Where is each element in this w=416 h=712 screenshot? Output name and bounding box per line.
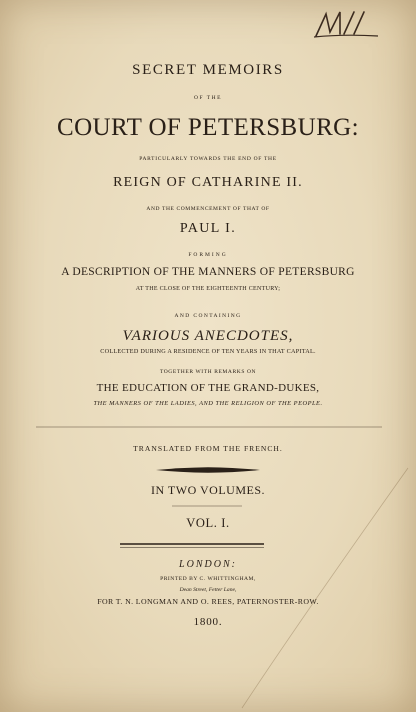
title-line-forming: FORMING xyxy=(188,252,228,258)
handwritten-signature xyxy=(310,6,380,44)
imprint-year: 1800. xyxy=(193,616,223,628)
title-line-court: COURT OF PETERSBURG: xyxy=(57,114,359,141)
imprint-city: LONDON: xyxy=(179,559,237,570)
imprint-publisher: FOR T. N. LONGMAN AND O. REES, PATERNOSTER-ROW. xyxy=(97,597,319,606)
title-line-commencement: AND THE COMMENCEMENT OF THAT OF xyxy=(146,206,270,212)
title-line-remarks: TOGETHER WITH REMARKS ON xyxy=(159,369,257,375)
title-line-paul: PAUL I. xyxy=(179,221,237,236)
title-line-and-containing: AND CONTAINING xyxy=(174,313,242,319)
title-line-grand-dukes: THE EDUCATION OF THE GRAND-DUKES, xyxy=(96,382,320,394)
title-line-close-of-century: AT THE CLOSE OF THE EIGHTEENTH CENTURY; xyxy=(135,286,281,292)
translation-note: TRANSLATED FROM THE FRENCH. xyxy=(133,444,283,453)
title-line-particularly: PARTICULARLY TOWARDS THE END OF THE xyxy=(139,156,277,162)
imprint-printer: PRINTED BY C. WHITTINGHAM, xyxy=(160,576,256,582)
title-line-secret-memoirs: SECRET MEMOIRS xyxy=(132,62,284,78)
imprint-printer-address: Dean Street, Fetter Lane, xyxy=(179,587,237,593)
double-rule xyxy=(0,542,416,550)
volume-number: VOL. I. xyxy=(186,516,230,530)
volumes-count: IN TWO VOLUMES. xyxy=(150,483,266,497)
title-line-anecdotes: VARIOUS ANECDOTES, xyxy=(122,328,294,344)
title-line-reign: REIGN OF CATHARINE II. xyxy=(113,175,303,190)
title-line-manners: THE MANNERS OF THE LADIES, AND THE RELIGION OF THE PEOPLE. xyxy=(93,400,323,407)
divider-ornament xyxy=(0,466,416,474)
title-line-of-the: OF THE xyxy=(194,95,222,101)
title-line-description: A DESCRIPTION OF THE MANNERS OF PETERSBURG xyxy=(61,266,355,278)
divider-rule xyxy=(0,425,416,429)
divider-rule xyxy=(0,504,416,508)
title-line-collected: COLLECTED DURING A RESIDENCE OF TEN YEARS IN THAT CAPITAL. xyxy=(100,348,316,355)
